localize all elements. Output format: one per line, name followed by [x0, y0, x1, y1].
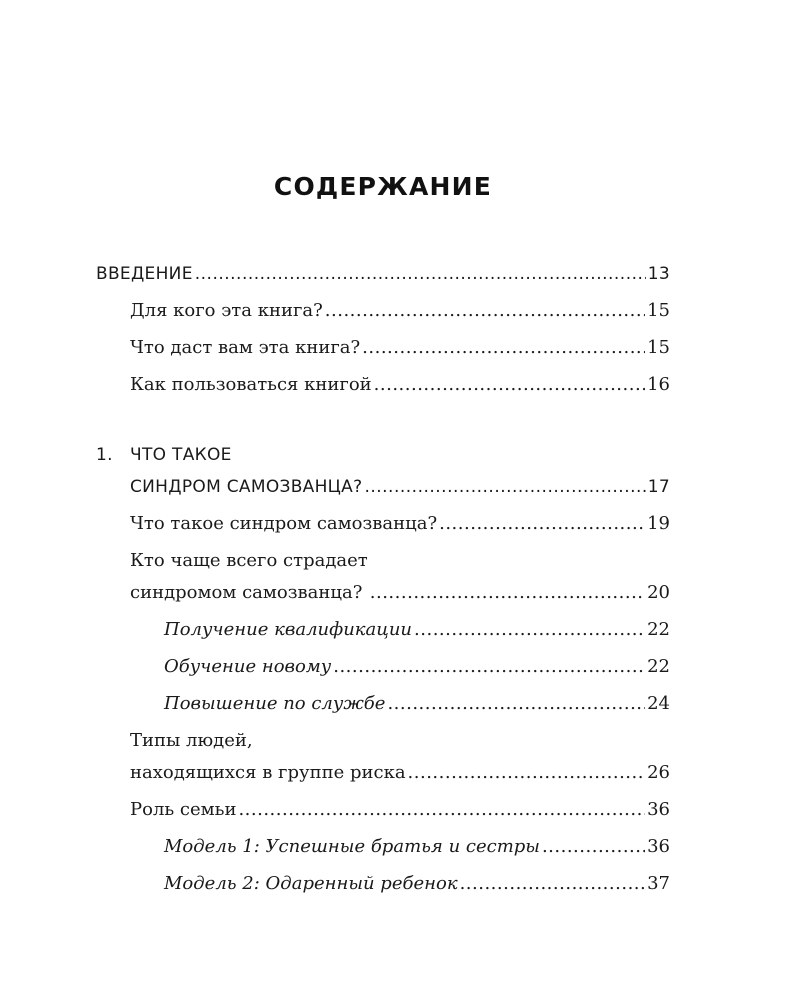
toc-entry-who-suffers[interactable]	[96, 545, 670, 609]
toc-entry-qualification[interactable]	[96, 614, 670, 646]
section-gap	[96, 406, 670, 439]
toc-entry-for-whom[interactable]	[96, 295, 670, 327]
toc-entry-chapter-1[interactable]	[96, 439, 670, 503]
dot-leader	[325, 295, 645, 327]
toc-entry-label: Роль семьи	[130, 799, 237, 820]
toc-entry-label-line2: СИНДРОМ САМОЗВАНЦА?	[130, 477, 363, 497]
toc-entry-label: Как пользоваться книгой	[130, 374, 372, 395]
toc-entry-label: Модель 1: Успешные братья и сестры	[164, 836, 540, 857]
toc-page-number: 22	[647, 656, 670, 677]
toc-entry-label: Повышение по службе	[164, 693, 386, 714]
dot-leader	[370, 577, 645, 609]
dot-leader	[195, 258, 646, 290]
toc-entry-label: Получение квалификации	[164, 619, 413, 640]
toc-entry-label: Обучение новому	[164, 656, 332, 677]
dot-leader	[460, 868, 646, 900]
toc-entry-label: Для кого эта книга?	[130, 300, 323, 321]
toc-entry-label-line1: Кто чаще всего страдает	[130, 550, 368, 571]
toc-page-number: 24	[647, 693, 670, 714]
toc-entry-label: ВВЕДЕНИЕ	[96, 264, 193, 284]
toc-entry-label: Модель 2: Одаренный ребенок	[164, 873, 458, 894]
dot-leader	[387, 688, 645, 720]
toc-entry-what-gives[interactable]	[96, 332, 670, 364]
toc-entry-intro[interactable]	[96, 258, 670, 290]
toc-list	[96, 258, 670, 905]
toc-entry-label-line1: ЧТО ТАКОЕ	[130, 445, 232, 465]
dot-leader	[374, 369, 645, 401]
toc-entry-label-line2: синдромом самозванца?	[130, 582, 363, 603]
dot-leader	[364, 471, 645, 503]
toc-entry-model-2[interactable]	[96, 868, 670, 900]
toc-page-number: 22	[647, 619, 670, 640]
toc-page-number: 36	[647, 836, 670, 857]
toc-page-number: 36	[647, 799, 670, 820]
toc-page-number: 19	[647, 513, 670, 534]
toc-page-number: 15	[647, 300, 670, 321]
dot-leader	[439, 508, 645, 540]
dot-leader	[414, 614, 645, 646]
toc-entry-model-1[interactable]	[96, 831, 670, 863]
toc-page-number: 15	[647, 337, 670, 358]
toc-page-number: 17	[647, 477, 670, 497]
toc-entry-what-is-syndrome[interactable]	[96, 508, 670, 540]
toc-entry-how-to-use[interactable]	[96, 369, 670, 401]
toc-page-number: 26	[647, 762, 670, 783]
toc-entry-family-role[interactable]	[96, 794, 670, 826]
dot-leader	[333, 651, 645, 683]
toc-entry-learning-new[interactable]	[96, 651, 670, 683]
toc-page-number: 13	[647, 264, 670, 284]
toc-entry-label: Что даст вам эта книга?	[130, 337, 361, 358]
dot-leader	[542, 831, 645, 863]
chapter-number: 1.	[96, 445, 113, 465]
dot-leader	[362, 332, 645, 364]
toc-entry-label-line1: Типы людей,	[130, 730, 253, 751]
toc-entry-label: Что такое синдром самозванца?	[130, 513, 438, 534]
toc-entry-risk-types[interactable]	[96, 725, 670, 789]
toc-page-number: 20	[647, 582, 670, 603]
page-title: СОДЕРЖАНИЕ	[273, 172, 493, 201]
dot-leader	[408, 757, 646, 789]
dot-leader	[238, 794, 645, 826]
toc-entry-label-line2: находящихся в группе риска	[130, 762, 406, 783]
toc-page-number: 37	[647, 873, 670, 894]
toc-entry-promotion[interactable]	[96, 688, 670, 720]
toc-page-number: 16	[647, 374, 670, 395]
